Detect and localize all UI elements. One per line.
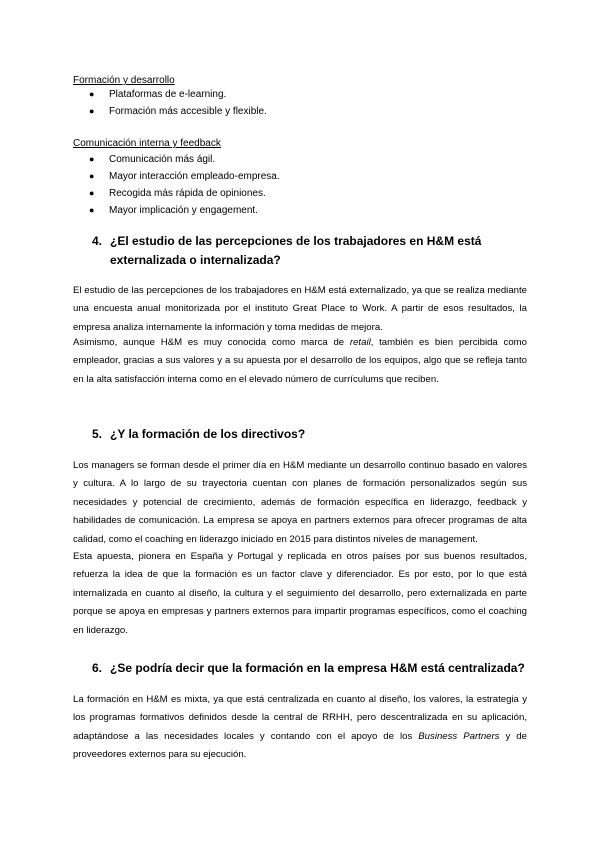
communication-list [73,151,280,219]
question-title: ¿Se podría decir que la formación en la empresa H&M está centralizada? [110,661,525,675]
bullet-icon: ● [89,106,95,116]
list-item: ● Formación más accesible y flexible. [73,103,267,120]
bullet-icon: ● [89,188,95,198]
paragraph: La formación en H&M es mixta, ya que está centralizada en cuanto al diseño, los valores, la estrategia y los programas formativos definidos desde la central de RRHH, pero descentralizada en su aplicación, adaptándose a las necesidades locales y contando con el apoyo de los Business Partners y de proveedores externos para su ejecución. [73,694,527,761]
question-number: 6. [92,661,103,675]
paragraph: El estudio de las percepciones de los trabajadores en H&M está externalizado, ya que se realiza mediante una encuesta anual monitorizada por el instituto Great Place to Work. A partir de esos resultados, la empresa analiza internamente la información y toma medidas de mejora. [73,285,527,333]
italic-term: Business Partners [418,730,500,742]
bullet-icon: ● [89,154,95,164]
list-item: ● Mayor implicación y engagement. [73,202,280,219]
list-item: ● Recogida más rápida de opiniones. [73,185,280,202]
question-title: ¿Y la formación de los directivos? [110,427,306,441]
communication-subheading: Comunicación interna y feedback [73,138,221,149]
paragraph: Esta apuesta, pionera en España y Portugal y replicada en otros países por sus buenos resultados, refuerza la idea de que la formación es un factor clave y diferenciador. Es por esto, por lo que está internalizada en cuanto al diseño, la cultura y el seguimiento del desarrollo, pero externalizada en parte porque se apoya en empresas y partners externos para impartir programas específicos, como el coaching en liderazgo. [73,551,527,636]
bullet-icon: ● [89,89,95,99]
question-title: ¿El estudio de las percepciones de los trabajadores en H&M está externalizada o internalizada? [110,234,482,267]
paragraph: Los managers se forman desde el primer día en H&M mediante un desarrollo continuo basado en valores y cultura. A lo largo de su trayectoria cuentan con planes de formación personalizados según sus necesidades y potencial de crecimiento, además de formación específica en liderazgo, feedback y habilidades de comunicación. La empresa se apoya en partners externos para ofrecer programas de alta calidad, como el coaching en liderazgo iniciado en 2015 para distintos niveles de management. [73,460,527,545]
bullet-icon: ● [89,171,95,181]
question-number: 4. [92,234,103,248]
training-list [73,86,267,120]
question-number: 5. [92,427,103,441]
question-6-heading [92,659,532,678]
paragraph: Asimismo, aunque H&M es muy conocida como marca de retail, también es bien percibida como empleador, gracias a sus valores y a su apuesta por el desarrollo de los equipos, algo que se refleja tanto en la alta satisfacción interna como en el elevado número de currículums que reciben. [73,337,527,385]
question-5-heading [92,425,532,444]
list-item: ● Plataformas de e-learning. [73,86,267,103]
list-item: ● Comunicación más ágil. [73,151,280,168]
question-4-heading [92,232,532,270]
list-item: ● Mayor interacción empleado-empresa. [73,168,280,185]
bullet-icon: ● [89,205,95,215]
italic-term: retail [349,337,371,348]
training-subheading: Formación y desarrollo [73,75,175,86]
